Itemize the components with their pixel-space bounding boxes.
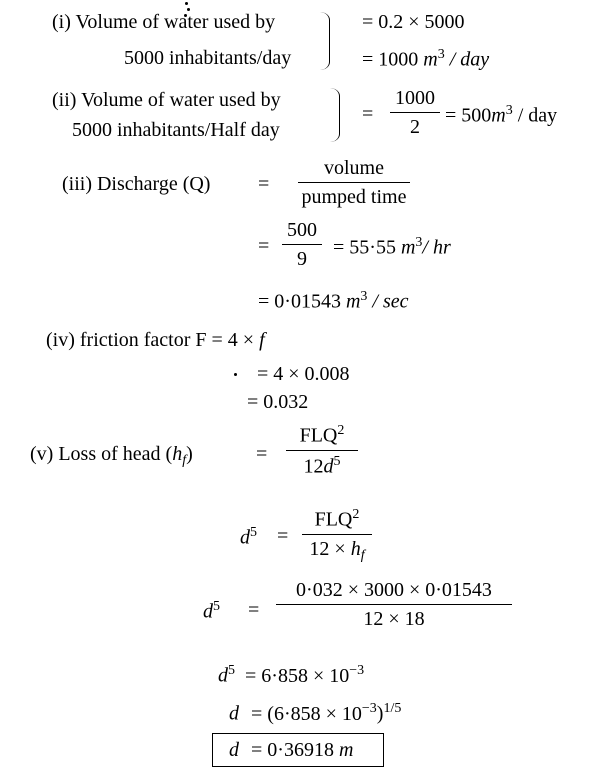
- fraction-bar: [276, 604, 512, 605]
- step5-f2-num-pre: FLQ: [314, 508, 353, 531]
- step5-f2-num: [302, 508, 372, 530]
- step3-result2-tail: / sec: [367, 290, 409, 313]
- step3-frac2-den: 9: [297, 248, 307, 270]
- step5-f2-num-exp: 2: [352, 507, 360, 522]
- step2-result: [445, 104, 557, 126]
- step5-f1-den-pre: 12: [303, 455, 324, 478]
- step5-l4-rhs-exp: −3: [349, 663, 365, 678]
- step4-label-text: (iv) friction factor F = 4 ×: [46, 329, 260, 351]
- step5-f2-den-var: h: [350, 537, 361, 560]
- step3-result1-tail: / hr: [422, 236, 451, 259]
- step1-eq2-unit: m: [423, 48, 438, 71]
- step3-result2-exp: 3: [360, 289, 368, 304]
- ink-speck: [234, 373, 237, 376]
- fraction-bar: [286, 450, 358, 451]
- final-answer-rhs: = 0·36918: [251, 739, 339, 761]
- step1-eq2-prefix: = 1000: [362, 48, 424, 71]
- step5-f1-den: [286, 455, 358, 477]
- step5-l5-close: ): [376, 702, 384, 725]
- step2-label-line1: (ii) Volume of water used by: [52, 89, 281, 111]
- step5-label: [30, 444, 193, 468]
- step1-eq2-exp: 3: [437, 47, 445, 62]
- final-answer: [229, 740, 353, 760]
- step5-l2-var: d: [240, 526, 250, 549]
- step5-line3-lhs: [203, 600, 220, 622]
- step5-f1-den-var: d: [323, 455, 334, 478]
- step3-result1-unit: m: [400, 236, 416, 259]
- step5-label-close: ): [186, 443, 193, 465]
- step3-fraction: [298, 158, 410, 207]
- step4-line2: = 4 × 0.008: [257, 363, 350, 385]
- step1-eq2: [362, 48, 489, 70]
- step5-label-sub: f: [182, 453, 187, 469]
- step3-result1-exp: 3: [415, 235, 423, 250]
- step2-label-line2: 5000 inhabitants/Half day: [72, 119, 280, 141]
- step3-result2-unit: m: [345, 290, 361, 313]
- step1-brace: [319, 12, 330, 70]
- step5-line4: [218, 664, 364, 686]
- step2-result-prefix: = 500: [445, 104, 492, 127]
- step2-result-exp: 3: [505, 103, 513, 118]
- step3-eq2: =: [258, 235, 270, 257]
- step5-f1-num: [286, 424, 358, 446]
- step5-l5-var: d: [229, 702, 239, 725]
- fraction-bar: [282, 244, 322, 245]
- step5-line2-lhs: [240, 526, 257, 548]
- step3-frac-den: pumped time: [301, 186, 407, 208]
- step5-label-text: (v) Loss of head (: [30, 443, 173, 465]
- step5-f2-den-pre: 12 ×: [309, 537, 351, 560]
- step3-frac-num: volume: [324, 157, 384, 179]
- step5-l4-rhs: = 6·858 × 10: [245, 664, 350, 687]
- step2-eq: =: [362, 103, 374, 125]
- final-answer-unit: m: [338, 739, 354, 761]
- step1-eq2-tail: / day: [444, 48, 490, 71]
- step2-frac-num: 1000: [395, 87, 435, 109]
- step3-label: (iii) Discharge (Q): [62, 173, 211, 195]
- step5-line3-eq: =: [248, 599, 260, 621]
- step5-f1-num-pre: FLQ: [299, 424, 338, 447]
- step5-fraction1: [286, 424, 358, 476]
- step5-l4-var: d: [218, 664, 228, 687]
- fraction-bar: [298, 182, 410, 183]
- step5-fraction3: [276, 580, 512, 629]
- step4-label: [46, 330, 265, 350]
- step2-fraction: [390, 88, 440, 137]
- step2-brace: [329, 88, 340, 142]
- step5-f3-num: 0·032 × 3000 × 0·01543: [296, 579, 492, 601]
- fraction-bar: [302, 534, 372, 535]
- step3-result1-prefix: = 55·55: [333, 236, 401, 259]
- step5-f1-num-exp: 2: [337, 423, 345, 438]
- step1-label-line2: 5000 inhabitants/day: [124, 47, 292, 69]
- step5-l2-exp: 5: [250, 525, 257, 540]
- step5-l5-rhs-exp: −3: [361, 701, 377, 716]
- step5-line2-eq: =: [277, 525, 289, 547]
- step2-result-unit: m: [491, 104, 506, 127]
- ink-speck: [185, 2, 188, 5]
- step5-l3-exp: 5: [213, 599, 220, 614]
- step3-result2: [258, 290, 409, 312]
- step2-result-tail: / day: [512, 104, 558, 127]
- fraction-bar: [390, 112, 440, 113]
- step5-f3-den: 12 × 18: [363, 608, 425, 630]
- final-answer-var: d: [229, 739, 239, 761]
- step1-eq1: = 0.2 × 5000: [362, 11, 465, 33]
- step5-eq: =: [256, 443, 268, 465]
- step4-line3: = 0.032: [247, 391, 309, 413]
- step5-fraction2: [302, 508, 372, 563]
- step2-frac-den: 2: [410, 116, 420, 138]
- step5-line5: [229, 702, 401, 724]
- step5-f2-den: [302, 539, 372, 563]
- step3-fraction2: [282, 220, 322, 269]
- step5-f1-den-exp: 5: [333, 453, 341, 469]
- step5-l4-exp: 5: [228, 663, 235, 678]
- step3-eq: =: [258, 173, 270, 195]
- step3-frac2-num: 500: [287, 219, 317, 241]
- step5-f2-den-sub: f: [360, 547, 365, 563]
- step3-result1: [333, 236, 451, 258]
- step1-label-line1: (i) Volume of water used by: [52, 11, 276, 33]
- step5-l5-rhs: = (6·858 × 10: [251, 702, 362, 725]
- step5-l5-power: 1/5: [383, 701, 402, 716]
- step4-var: f: [259, 329, 265, 351]
- step3-result2-prefix: = 0·01543: [258, 290, 346, 313]
- step5-label-var: h: [172, 443, 183, 465]
- step5-l3-var: d: [203, 600, 213, 623]
